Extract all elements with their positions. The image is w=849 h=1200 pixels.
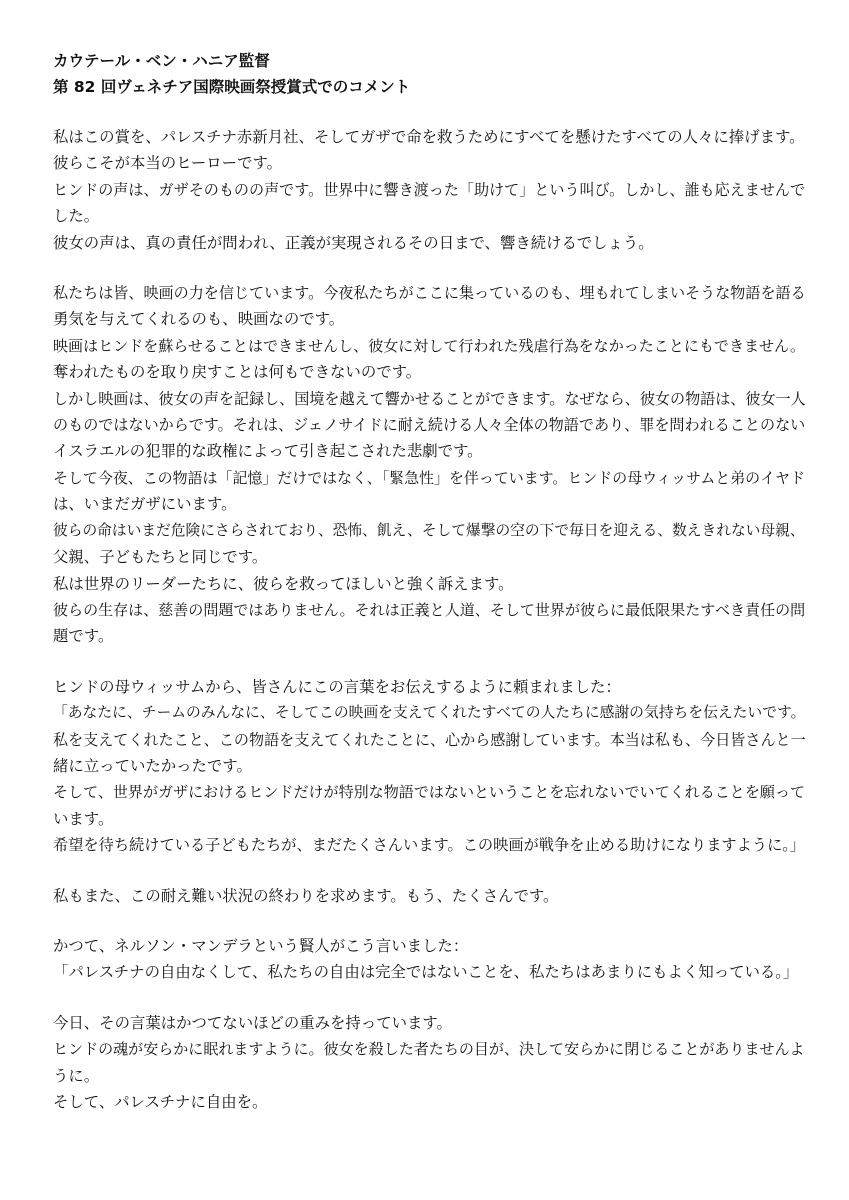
paragraph-line: 私はこの賞を、パレスチナ赤新月社、そしてガザで命を救うためにすべてを懸けたすべての人々に捧げます。	[53, 128, 805, 146]
paragraph-line: そして今夜、この物語は「記憶」だけではなく、「緊急性」を伴っています。ヒンドの母ウィッサムと弟のイヤド	[53, 468, 805, 487]
paragraph-line: 「あなたに、チームのみんなに、そしてこの映画を支えてくれたすべての人たちに感謝の気持ちを伝えたいです。	[53, 704, 806, 722]
paragraph-line: イスラエルの犯罪的な政権によって引き起こされた悲劇です。	[53, 442, 483, 461]
paragraph-line: ヒンドの声は、ガザそのものの声です。世界中に響き渡った「助けて」という叫び。しかし、誰も応えませんで	[53, 180, 806, 199]
paragraph-line: は、いまだガザにいます。	[53, 495, 237, 514]
document-header	[53, 48, 809, 100]
paragraph-line: 私を支えてくれたこと、この物語を支えてくれたことに、心から感謝しています。本当は私も、今日皆さんと一	[53, 730, 806, 749]
paragraph-line: 彼らこそが本当のヒーローです。	[53, 154, 283, 173]
paragraph	[53, 883, 809, 909]
paragraph-line: 勇気を与えてくれるのも、映画なのです。	[53, 310, 345, 329]
paragraph-line: 彼らの生存は、慈善の問題ではありません。それは正義と人道、そして世界が彼らに最低限果たすべき責任の問	[53, 600, 806, 619]
paragraph-line: 私もまた、この耐え難い状況の終わりを求めます。もう、たくさんです。	[53, 886, 559, 905]
paragraph-line: 彼女の声は、真の責任が問われ、正義が実現されるその日まで、響き続けるでしょう。	[53, 233, 654, 252]
paragraph-line: そして、パレスチナに自由を。	[53, 1093, 268, 1111]
paragraph-line: 私たちは皆、映画の力を信じています。今夜私たちがここに集っているのも、埋もれてしまいそうな物語を語る	[53, 284, 806, 303]
paragraph-line: しかし映画は、彼女の声を記録し、国境を越えて響かせることができます。なぜなら、彼女の物語は、彼女一人	[53, 389, 806, 408]
paragraph-line: 希望を待ち続けている子どもたちが、まだたくさんいます。この映画が戦争を止める助けになりますように。」	[53, 836, 806, 855]
paragraph-line: かつて、ネルソン・マンデラという賢人がこう言いました：	[53, 936, 469, 955]
paragraph-line: うに。	[53, 1066, 100, 1085]
paragraph	[53, 933, 809, 986]
paragraph	[53, 124, 809, 256]
paragraph	[53, 1010, 809, 1116]
paragraph-line: 緒に立っていたかったです。	[53, 756, 252, 775]
document-body	[53, 124, 809, 1115]
paragraph	[53, 674, 809, 859]
paragraph-line: のものではないからです。それは、ジェノサイドに耐え続ける人々全体の物語であり、罪を問われることのない	[53, 416, 806, 435]
paragraph-line: そして、世界がガザにおけるヒンドだけが特別な物語ではないということを忘れないでいてくれることを願って	[53, 783, 806, 802]
paragraph-line: 彼らの命はいまだ危険にさらされており、恐怖、飢え、そして爆撃の空の下で毎日を迎える、数えきれない母親、	[53, 521, 805, 539]
paragraph-line: 映画はヒンドを蘇らせることはできませんし、彼女に対して行われた残虐行為をなかったことにもできません。	[53, 336, 806, 355]
paragraph-line: 父親、子どもたちと同じです。	[53, 548, 268, 567]
paragraph-line: 今日、その言葉はかつてないほどの重みを持っています。	[53, 1013, 452, 1032]
paragraph-line: 私は世界のリーダーたちに、彼らを救ってほしいと強く訴えます。	[53, 574, 514, 593]
document-subtitle: 第 82 回ヴェネチア国際映画祭授賞式でのコメント	[53, 78, 411, 96]
paragraph-line: 奪われたものを取り戻すことは何もできないのです。	[53, 363, 422, 382]
paragraph-line: した。	[53, 207, 100, 226]
paragraph-line: ヒンドの母ウィッサムから、皆さんにこの言葉をお伝えするように頼まれました：	[53, 677, 621, 696]
paragraph-line: 「パレスチナの自由なくして、私たちの自由は完全ではないことを、私たちはあまりにもよく知っている。」	[53, 963, 799, 982]
paragraph	[53, 280, 809, 650]
document-title: カウテール・ベン・ハニア監督	[53, 52, 270, 70]
paragraph-line: ヒンドの魂が安らかに眠れますように。彼女を殺した者たちの目が、決して安らかに閉じることがありませんよ	[53, 1040, 805, 1059]
paragraph-line: 題です。	[53, 627, 114, 646]
paragraph-line: います。	[53, 809, 114, 828]
